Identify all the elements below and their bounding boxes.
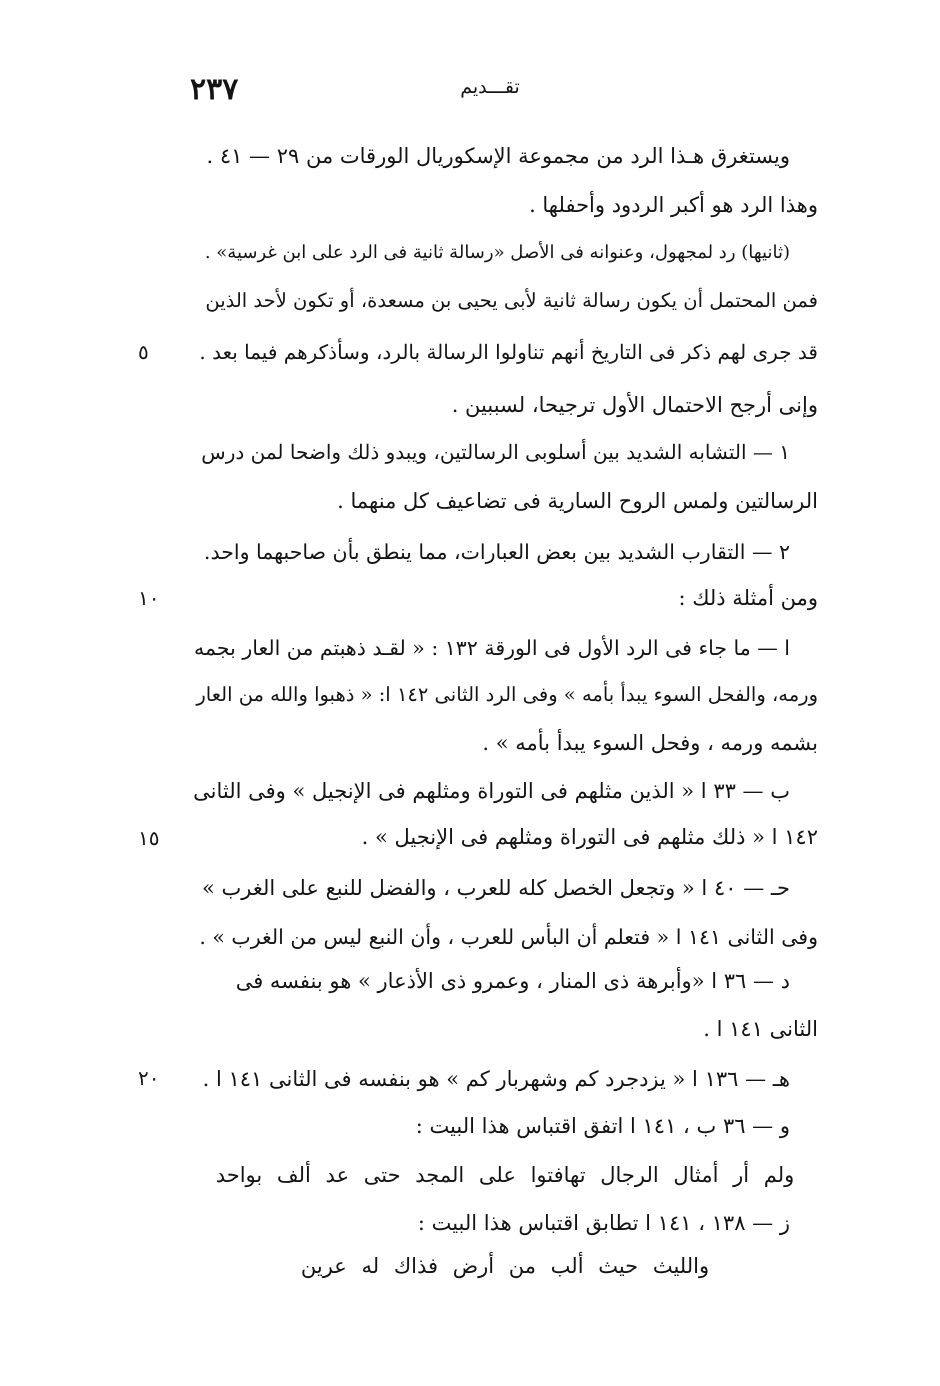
text-line: ١٤٢ ا « ذلك مثلهم فى التوراة ومثلهم فى الإنجيل » .: [361, 825, 818, 849]
verse-line: والليث حيث ألب من أرض فذاك له عرين: [300, 1254, 710, 1278]
text-line: ويستغرق هـذا الرد من مجموعة الإسكوريال الورقات من ٢٩ — ٤١ .: [206, 144, 790, 168]
text-line: (ثانيها) رد لمجهول، وعنوانه فى الأصل «رسالة ثانية فى الرد على ابن غرسية» .: [204, 242, 790, 263]
text-line: فمن المحتمل أن يكون رسالة ثانية لأبى يحيى بن مسعدة، أو تكون لأحد الذين: [205, 289, 818, 312]
text-line: الرسالتين ولمس الروح السارية فى تضاعيف كل منهما .: [337, 489, 818, 513]
line-number: ١٠: [138, 586, 160, 610]
text-line: بشمه ورمه ، وفحل السوء يبدأ بأمه » .: [482, 731, 818, 755]
text-line: ا — ما جاء فى الرد الأول فى الورقة ١٣٢ : « لقـد ذهبتم من العار بجمه: [194, 636, 790, 660]
text-line: د — ٣٦ ا «وأبرهة ذى المنار ، وعمرو ذى الأذعار » هو بنفسه فى: [235, 969, 790, 993]
text-line: وإنى أرجح الاحتمال الأول ترجيحا، لسببين .: [451, 393, 818, 417]
text-line: حـ — ٤٠ ا « وتجعل الخصل كله للعرب ، والفضل للنبع على الغرب »: [201, 876, 790, 900]
text-line: ١ — التشابه الشديد بين أسلوبى الرسالتين، ويبدو ذلك واضحا لمن درس: [201, 440, 790, 464]
text-line: ز — ١٣٨ ، ١٤١ ا تطابق اقتباس هذا البيت :: [417, 1211, 790, 1235]
text-line: وهذا الرد هو أكبر الردود وأحفلها .: [529, 193, 818, 217]
line-number: ٥: [138, 340, 149, 364]
text-line: هـ — ١٣٦ ا « يزدجرد كم وشهربار كم » هو بنفسه فى الثانى ١٤١ ا .: [202, 1067, 790, 1091]
line-number: ٢٠: [138, 1066, 160, 1090]
line-number: ١٥: [138, 826, 160, 850]
running-title: تقـــديم: [460, 76, 520, 98]
text-line: ٢ — التقارب الشديد بين بعض العبارات، مما ينطق بأن صاحبهما واحد.: [203, 540, 790, 564]
text-line: و — ٣٦ ب ، ١٤١ ا اتفق اقتباس هذا البيت :: [415, 1114, 790, 1138]
text-line: ب — ٣٣ ا « الذين مثلهم فى التوراة ومثلهم فى الإنجيل » وفى الثانى: [193, 779, 790, 803]
text-line: قد جرى لهم ذكر فى التاريخ أنهم تناولوا الرسالة بالرد، وسأذكرهم فيما بعد .: [199, 340, 818, 364]
text-line: وفى الثانى ١٤١ ا « فتعلم أن البأس للعرب ، وأن النبع ليس من الغرب » .: [199, 925, 818, 949]
text-line: ومن أمثلة ذلك :: [678, 586, 818, 610]
verse-line: ولم أر أمثال الرجال تهافتوا على المجد حتى عد ألف بواحد: [215, 1163, 795, 1187]
page-number: ٢٣٧: [190, 72, 239, 107]
text-line: الثانى ١٤١ ا .: [703, 1017, 818, 1041]
text-line: ورمه، والفحل السوء يبدأ بأمه » وفى الرد الثانى ١٤٢ ا: « ذهبوا والله من العار: [196, 683, 818, 706]
